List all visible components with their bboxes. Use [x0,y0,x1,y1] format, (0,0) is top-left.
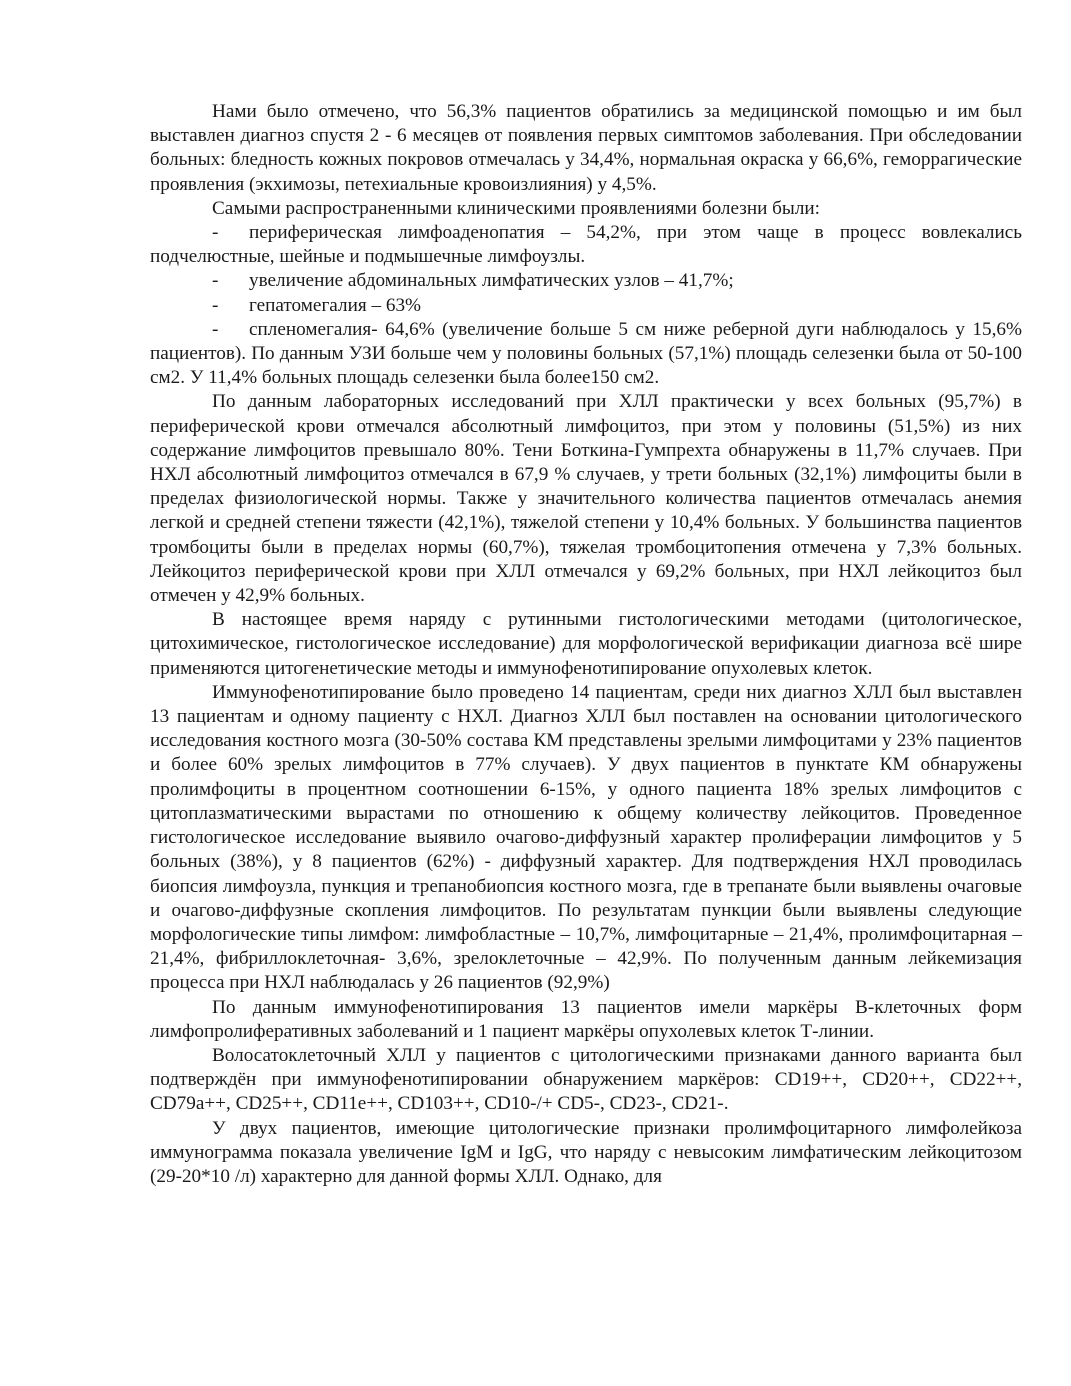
paragraph-prolymphocytic: У двух пациентов, имеющие цитологические признаки пролимфоцитарного лимфолейкоза иммунограмма показала увеличение IgM и IgG, что наряду с невысоким лимфатическим лейкоцитозом (29-20*10 /л) характерно для данной формы ХЛЛ. Однако, для [150,1117,1022,1187]
list-item [150,269,1022,293]
paragraph-immunophenotyping: Иммунофенотипирование было проведено 14 пациентам, среди них диагноз ХЛЛ был выставлен 13 пациентам и одному пациенту с НХЛ. Диагноз ХЛЛ был поставлен на основании цитологического исследования костного мозга (30-50% состава КМ представлены зрелыми лимфоцитами у 23% пациентов и более 60% зрелых лимфоцитов в 77% случаев). У двух пациентов в пунктате КМ обнаружены пролимфоциты в процентном соотношении 6-15%, у одного пациента 18% зрелых лимфоцитов с цитоплазматическими вырастами по отношению к общему количеству лейкоцитов. Проведенное гистологическое исследование выявило очагово-диффузный характер пролиферации лимфоцитов у 5 больных (38%), у 8 пациентов (62%) - диффузный характер. Для подтверждения НХЛ проводилась биопсия лимфоузла, пункция и трепанобиопсия костного мозга, где в трепанате были выявлены очаговые и очагово-диффузные скопления лимфоцитов. По результатам пункции были выявлены следующие морфологические типы лимфом: лимфобластные – 10,7%, лимфоцитарные – 21,4%, пролимфоцитарная – 21,4%, фибриллоклеточная- 3,6%, зрелоклеточные – 42,9%. По полученным данным лейкемизация процесса при НХЛ наблюдалась у 26 пациентов (92,9%) [150,681,1022,994]
list-item [150,294,1022,318]
paragraph-methods: В настоящее время наряду с рутинными гистологическими методами (цитологическое, цитохимическое, гистологическое исследование) для морфологической верификации диагноза всё шире применяются цитогенетические методы и иммунофенотипирование опухолевых клеток. [150,609,1022,679]
paragraph-lab-results: По данным лабораторных исследований при ХЛЛ практически у всех больных (95,7%) в периферической крови отмечался абсолютный лимфоцитоз, при этом у половины (51,5%) из них содержание лимфоцитов превышало 80%. Тени Боткина-Гумпрехта обнаружены в 11,7% случаев. При НХЛ абсолютный лимфоцитоз отмечался в 67,9 % случаев, у трети больных (32,1%) лимфоциты были в пределах физиологической нормы. Также у значительного количества пациентов отмечалась анемия легкой и средней степени тяжести (42,1%), тяжелой степени у 10,4% больных. У большинства пациентов тромбоциты были в пределах нормы (60,7%), тяжелая тромбоцитопения отмечена у 7,3% больных. Лейкоцитоз периферической крови при ХЛЛ отмечался у 69,2% больных, при НХЛ лейкоцитоз был отмечен у 42,9% больных. [150,391,1022,607]
document-page [150,100,1022,1189]
paragraph-intro: Нами было отмечено, что 56,3% пациентов обратились за медицинской помощью и им был выставлен диагноз спустя 2 - 6 месяцев от появления первых симптомов заболевания. При обследовании больных: бледность кожных покровов отмечалась у 34,4%, нормальная окраска у 66,6%, геморрагические проявления (экхимозы, петехиальные кровоизлияния) у 4,5%. [150,101,1022,195]
list-item-text: периферическая лимфоаденопатия – 54,2%, при этом чаще в процесс вовлекались подчелюстные, шейные и подмышечные лимфоузлы. [150,222,1022,268]
list-item [150,221,1022,269]
list-dash: - [212,294,219,316]
list-dash: - [212,222,219,244]
list-item-text: спленомегалия- 64,6% (увеличение больше 5 см ниже реберной дуги наблюдалось у 15,6% пациентов). По данным УЗИ больше чем у половины больных (57,1%) площадь селезенки была от 50-100 см2. У 11,4% больных площадь селезенки была более150 см2. [150,318,1022,389]
paragraph-hairy-cell: Волосатоклеточный ХЛЛ у пациентов с цитологическими признаками данного варианта был подтверждён при иммунофенотипировании обнаружением маркёров: CD19++, CD20++, CD22++, CD79a++, CD25++, CD11e++, CD103++, CD10-/+ CD5-, CD23-, CD21-. [150,1044,1022,1115]
paragraph-markers: По данным иммунофенотипирования 13 пациентов имели маркёры В-клеточных форм лимфопролиферативных заболеваний и 1 пациент маркёры опухолевых клеток Т-линии. [150,996,1022,1042]
list-item-text: гепатомегалия – 63% [249,294,422,316]
list-item [150,318,1022,391]
list-item-text: увеличение абдоминальных лимфатических узлов – 41,7%; [249,270,734,292]
list-dash: - [212,270,219,292]
list-dash: - [212,318,219,340]
paragraph-clinical-heading: Самыми распространенными клиническими проявлениями болезни были: [212,197,820,219]
